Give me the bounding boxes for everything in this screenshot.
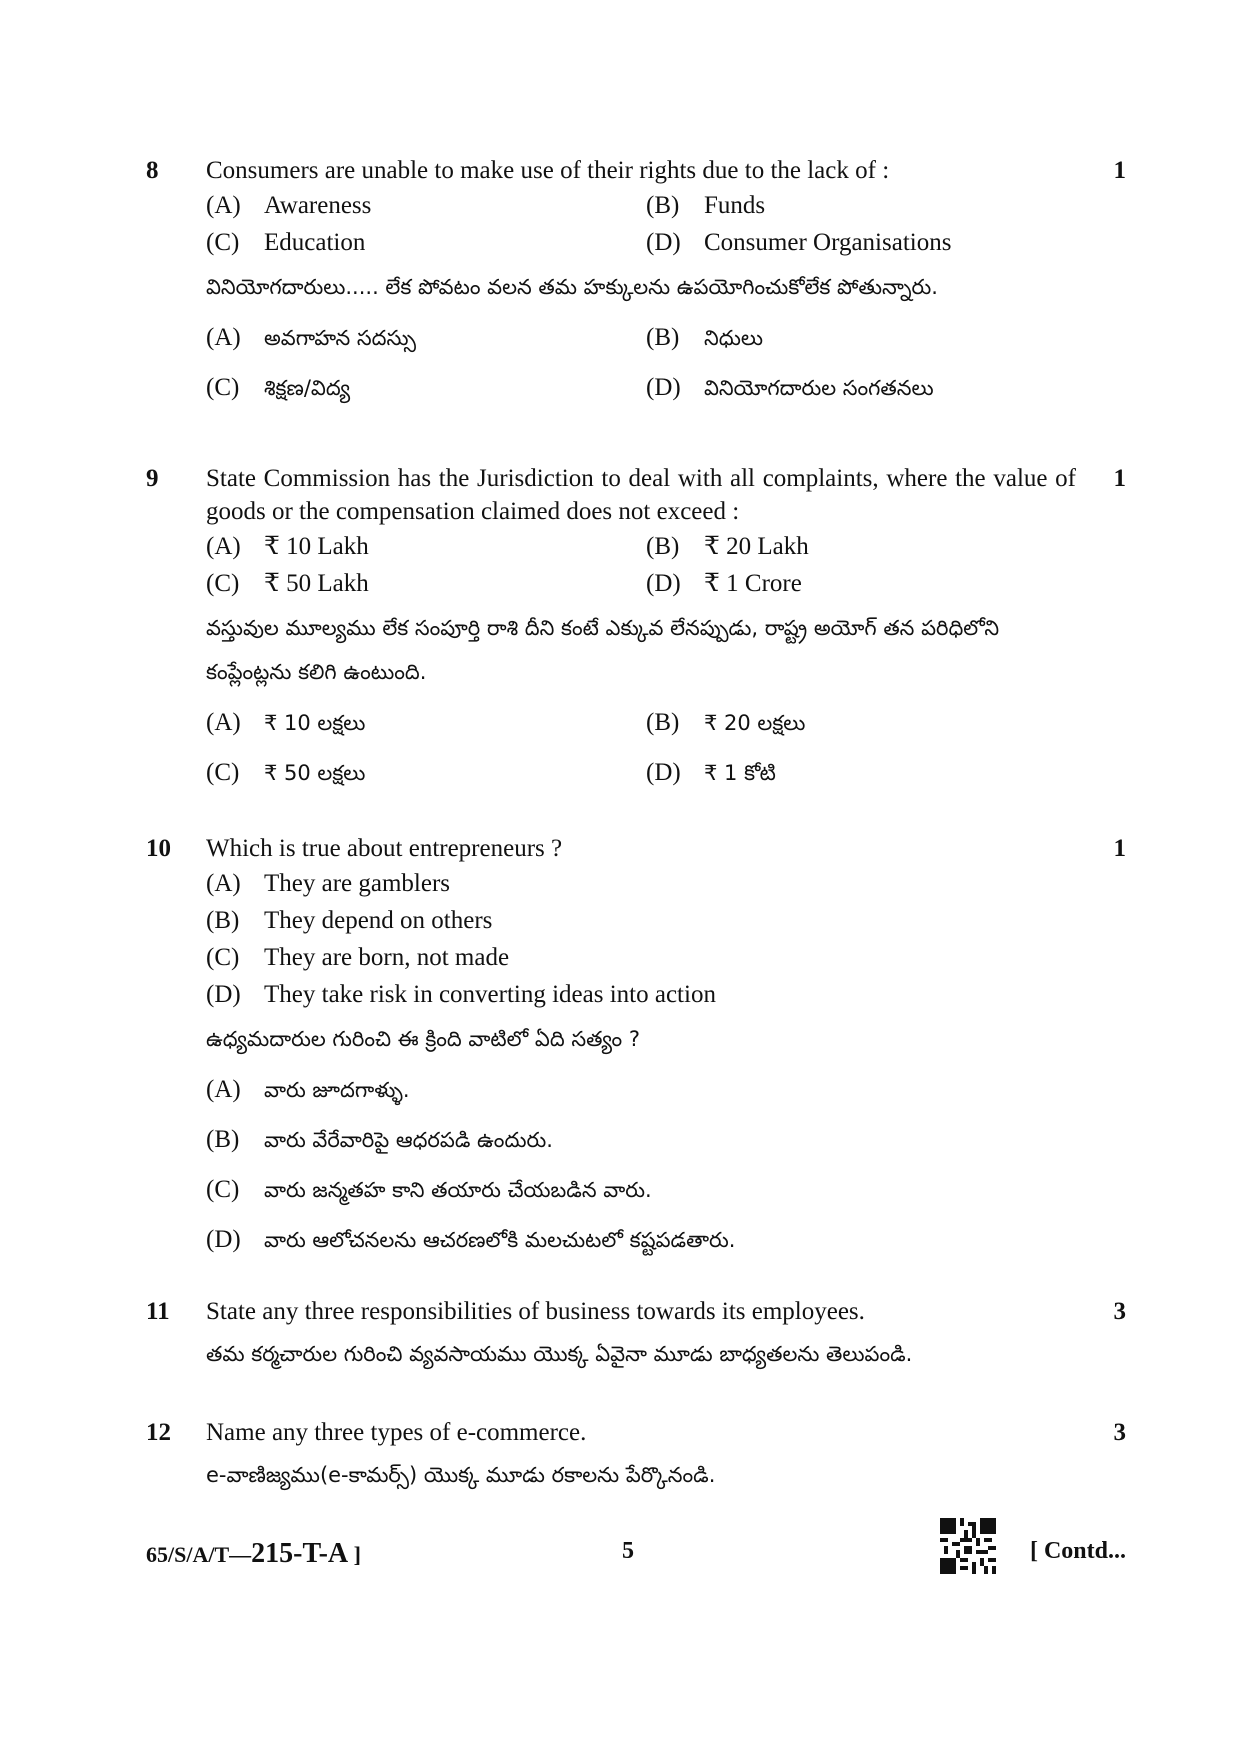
question-text-telugu: వినియోగదారులు..... లేక పోవటం వలన తమ హక్కులను ఉపయోగించుకోలేక పోతున్నారు. [206,275,938,299]
option-b-telugu: (B) వారు వేరేవారిపై ఆధరపడి ఉందురు. [206,1126,553,1153]
option-d-telugu: (D) ₹ 1 కోటి [646,759,776,786]
option-b-telugu: (B) నిధులు [646,324,763,351]
options-english [206,187,1126,261]
question-text-telugu: తమ కర్మచారుల గురించి వ్యవసాయము యొక్క ఏవైనా మూడు బాధ్యతలను తెలుపండి. [206,1342,913,1366]
option-b: (B) ₹ 20 Lakh [646,533,809,560]
page-footer [146,1518,1126,1578]
question-number: 9 [146,465,159,492]
option-c-telugu: (C) ₹ 50 లక్షలు [206,759,366,786]
question-marks: 3 [1113,1298,1126,1325]
question-marks: 3 [1113,1419,1126,1446]
question-number: 10 [146,835,171,862]
option-c: (C) ₹ 50 Lakh [206,570,369,597]
option-d-telugu: (D) వారు ఆలోచనలను ఆచరణలోకి మలచుటలో కష్టపడతారు. [206,1226,736,1253]
option-d: (D) They take risk in converting ideas into action [206,981,716,1008]
question-11 [146,1295,1126,1376]
option-c: (C) They are born, not made [206,944,510,971]
page-number: 5 [622,1538,634,1564]
question-marks: 1 [1113,835,1126,862]
options-english [206,528,1126,602]
option-d: (D) ₹ 1 Crore [646,570,802,597]
question-marks: 1 [1113,465,1126,492]
option-a-telugu: (A) వారు జూదగాళ్ళు. [206,1076,410,1103]
qr-code-icon [940,1518,996,1574]
question-10 [146,832,1126,1265]
option-a: (A) They are gamblers [206,870,451,897]
option-d: (D) Consumer Organisations [646,229,952,256]
question-8 [146,154,1126,413]
option-b-telugu: (B) ₹ 20 లక్షలు [646,709,806,736]
question-text: Name any three types of e-commerce. [206,1419,587,1446]
question-text: Which is true about entrepreneurs ? [206,835,563,862]
options-english [206,865,1126,1013]
options-telugu [206,698,1126,798]
option-d-telugu: (D) వినియోగదారుల సంగతనలు [646,374,934,401]
options-telugu [206,313,1126,413]
option-b: (B) They depend on others [206,907,493,934]
question-12 [146,1416,1126,1497]
paper-code: 65/S/A/T—215-T-A ] [146,1538,361,1569]
option-c: (C) Education [206,229,366,256]
continued-label: [ Contd... [1029,1538,1126,1564]
option-b: (B) Funds [646,192,766,219]
question-text: State Commission has the Jurisdiction to deal with all complaints, where the value of goods or the compensation claimed does not exceed : [206,465,1076,525]
question-number: 11 [146,1298,170,1325]
option-a-telugu: (A) అవగాహన సదస్సు [206,324,417,351]
option-a: (A) Awareness [206,192,372,219]
question-marks: 1 [1113,157,1126,184]
option-a: (A) ₹ 10 Lakh [206,533,369,560]
question-number: 12 [146,1419,171,1446]
question-text-telugu: వస్తువుల మూల్యము లేక సంపూర్తి రాశి దీని కంటే ఎక్కువ లేనప్పుడు, రాష్ట్ర అయోగ్ తన పరిధిలోని కంప్లేంట్లను కలిగి ఉంటుంది. [206,616,1000,684]
option-a-telugu: (A) ₹ 10 లక్షలు [206,709,366,736]
options-telugu [206,1065,1126,1265]
question-text: State any three responsibilities of business towards its employees. [206,1298,865,1325]
question-number: 8 [146,157,159,184]
question-text-telugu: e-వాణిజ్యము(e-కామర్స్) యొక్క మూడు రకాలను పేర్కొనండి. [206,1463,716,1487]
question-text-telugu: ఉధ్యమదారుల గురించి ఈ క్రింది వాటిలో ఏది సత్యం ? [206,1027,640,1051]
question-text: Consumers are unable to make use of their rights due to the lack of : [206,157,890,184]
question-9 [146,462,1126,798]
option-c-telugu: (C) శిక్షణ/విద్య [206,374,351,401]
option-c-telugu: (C) వారు జన్మతహ కాని తయారు చేయబడిన వారు. [206,1176,652,1203]
